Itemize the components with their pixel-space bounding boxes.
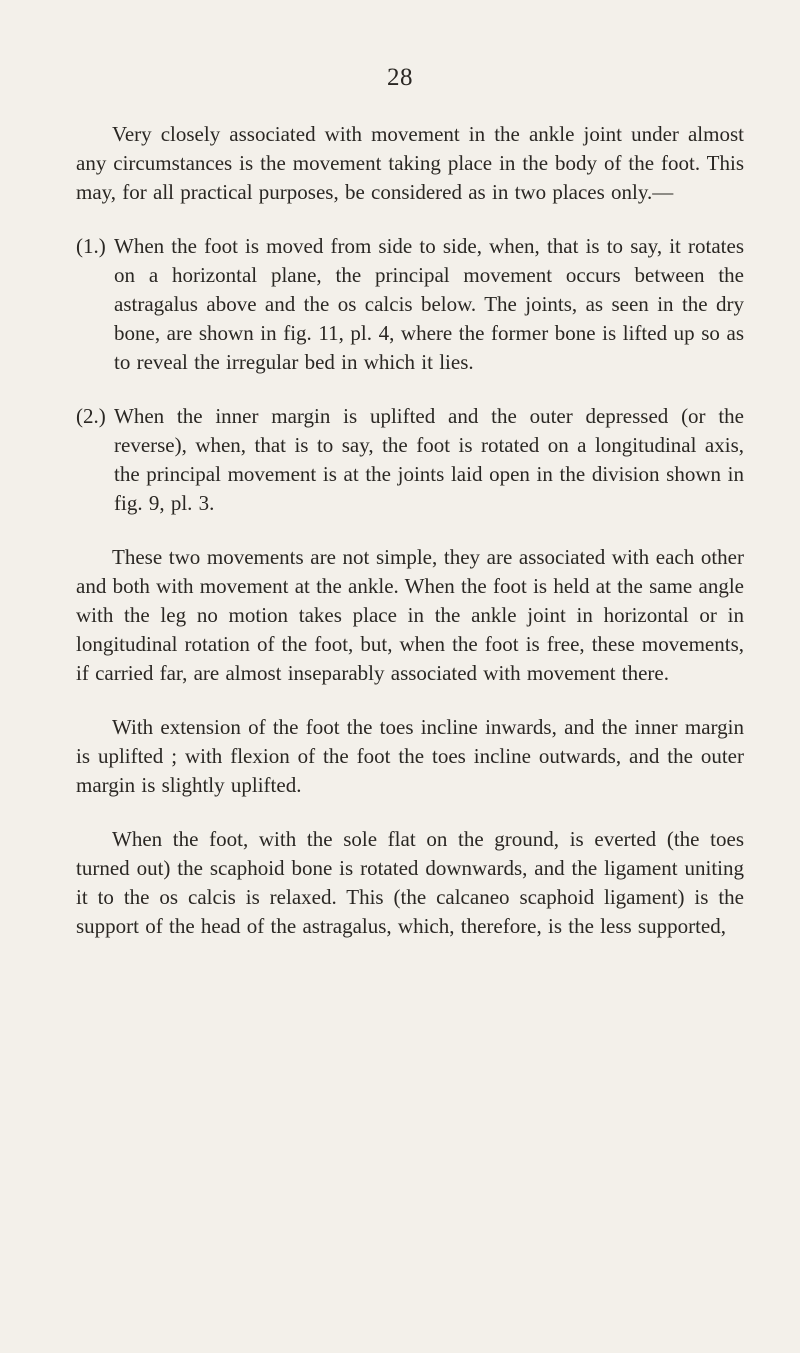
paragraph-extension: With extension of the foot the toes incline inwards, and the inner margin is uplifted ; with flexion of the foot the toes incline outwards, and the outer margin is slightly uplifted.	[76, 715, 744, 797]
item-text: When the foot is moved from side to side, when, that is to say, it rotates on a horizontal plane, the principal movement occurs between the astragalus above and the os calcis below. The joints, as seen in the dry bone, are shown in fig. 11, pl. 4, where the former bone is lifted up so as to reveal the irregular bed in which it lies.	[114, 234, 744, 374]
numbered-item-1	[76, 232, 744, 377]
paragraph-everted: When the foot, with the sole flat on the ground, is everted (the toes turned out) the scaphoid bone is rotated downwards, and the ligament uniting it to the os calcis is relaxed. This (the calcaneo scaphoid ligament) is the support of the head of the astragalus, which, therefore, is the less supported,	[76, 827, 744, 938]
item-text: When the inner margin is uplifted and the outer depressed (or the reverse), when, that is to say, the foot is rotated on a longitudinal axis, the principal movement is at the joints laid open in the division shown in fig. 9, pl. 3.	[114, 404, 744, 515]
body-text	[76, 120, 744, 966]
numbered-item-2	[76, 402, 744, 518]
item-marker: (2.)	[76, 404, 106, 428]
paragraph-movements: These two movements are not simple, they are associated with each other and both with movement at the ankle. When the foot is held at the same angle with the leg no motion takes place in the ankle joint in horizontal or in longitudinal rotation of the foot, but, when the foot is free, these movements, if carried far, are almost inseparably associated with movement there.	[76, 545, 744, 685]
item-marker: (1.)	[76, 234, 106, 258]
page-number: 28	[387, 64, 413, 91]
paragraph-intro: Very closely associated with movement in the ankle joint under almost any circumstances is the movement taking place in the body of the foot. This may, for all practical purposes, be considered as in two places only.—	[76, 122, 744, 204]
